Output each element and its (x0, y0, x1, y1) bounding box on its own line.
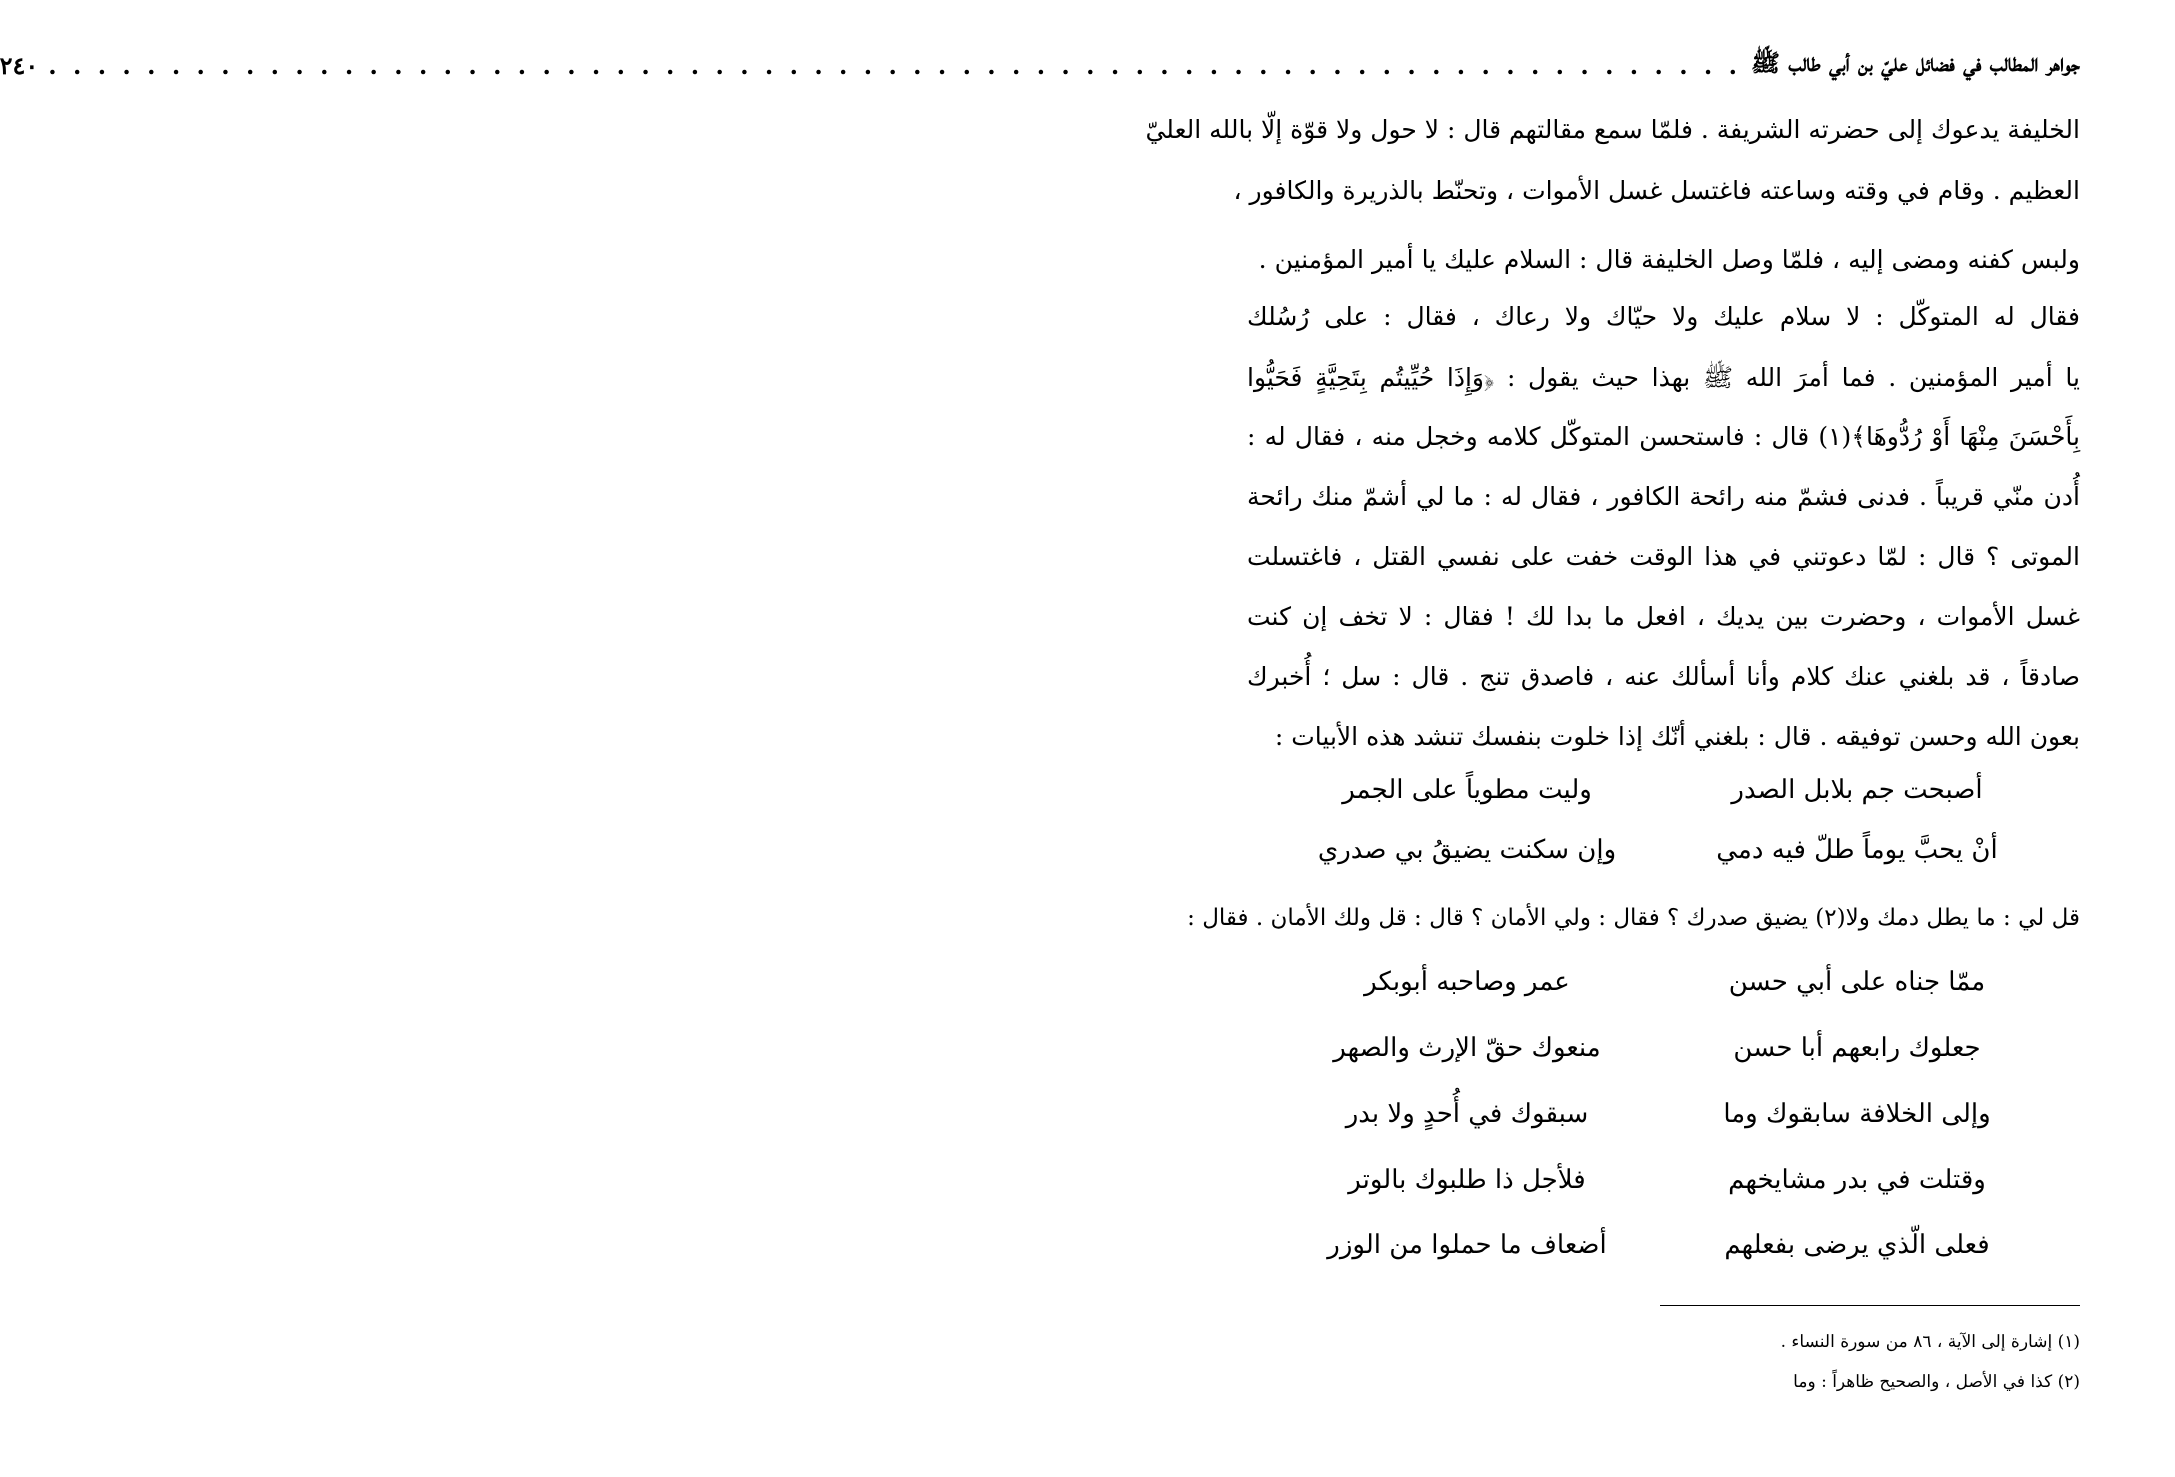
body-line-8: الموتى ؟ قال : لمّا دعوتني في هذا الوقت خفت على نفسي القتل ، فاغتسلت (1247, 542, 2080, 571)
verse-line (1302, 1165, 2022, 1211)
verse-first-hemistich: أصبحت جم بلابل الصدر (1731, 775, 1983, 805)
footnote-divider (1660, 1305, 2080, 1306)
page-header (0, 40, 2080, 90)
body-line-11: بعون الله وحسن توفيقه . قال : بلغني أنّك إذا خلوت بنفسك تنشد هذه الأبيات : (1274, 722, 2080, 751)
verse-first-hemistich: ممّا جناه على أبي حسن (1728, 967, 1986, 997)
running-title: جواهر المطالب في فضائل عليّ بن أبي طالب ﷺ (1750, 47, 2080, 77)
verse-first-hemistich: وإلى الخلافة سابقوك وما (1723, 1099, 1991, 1129)
verse-line (1302, 1033, 2022, 1079)
body-line-5: يا أمير المؤمنين . فما أمرَ الله ﷺ بهذا حيث يقول : ﴿وَإِذَا حُيِّيتُم بِتَحِيَّةٍ فَحَيُّوا (1247, 363, 2080, 392)
verse-second-hemistich: أضعاف ما حملوا من الوزر (1327, 1230, 1607, 1260)
verse-line (1302, 835, 2022, 881)
verse-line (1302, 1099, 2022, 1145)
verse-second-hemistich: وإن سكنت يضيقُ بي صدري (1317, 835, 1617, 865)
body-line-7: أُدن منّي قريباً . فدنى فشمّ منه رائحة الكافور ، فقال له : ما لي أشمّ منك رائحة (1247, 482, 2080, 511)
verse-first-hemistich: أنْ يحبَّ يوماً طلّ فيه دمي (1716, 835, 1998, 865)
page-number: ٢٤٠ (0, 50, 39, 80)
leader-dots (48, 51, 1741, 80)
verse-line (1302, 775, 2022, 821)
verse-first-hemistich: وقتلت في بدر مشايخهم (1728, 1165, 1986, 1195)
verse-first-hemistich: جعلوك رابعهم أبا حسن (1733, 1033, 1981, 1063)
body-line-3: ولبس كفنه ومضى إليه ، فلمّا وصل الخليفة قال : السلام عليك يا أمير المؤمنين . (1258, 245, 2080, 274)
body-line-10: صادقاً ، قد بلغني عنك كلام وأنا أسألك عنه ، فاصدق تنج . قال : سل ؛ أُخبرك (1247, 662, 2080, 691)
footnote-2: (٢) كذا في الأصل ، والصحيح ظاهراً : وما (1793, 1372, 2080, 1392)
body-line-1: الخليفة يدعوك إلى حضرته الشريفة . فلمّا سمع مقالتهم قال : لا حول ولا قوّة إلّا بالله العليّ (1145, 115, 2080, 144)
body-line-6: بِأَحْسَنَ مِنْهَا أَوْ رُدُّوهَا﴾(١) قال : فاستحسن المتوكّل كلامه وخجل منه ، فقال له : (1247, 422, 2081, 451)
verse-first-hemistich: فعلى الّذي يرضى بفعلهم (1724, 1230, 1990, 1260)
verse-second-hemistich: سبقوك في أُحدٍ ولا بدر (1345, 1099, 1589, 1129)
verse-second-hemistich: فلأجل ذا طلبوك بالوتر (1348, 1165, 1586, 1195)
body-line-12: قل لي : ما يطل دمك ولا(٢) يضيق صدرك ؟ فقال : ولي الأمان ؟ قال : قل ولك الأمان . فقال : (1187, 905, 2080, 931)
body-line-9: غسل الأموات ، وحضرت بين يديك ، افعل ما بدا لك ! فقال : لا تخف إن كنت (1247, 602, 2080, 631)
verse-second-hemistich: وليت مطوياً على الجمر (1342, 775, 1592, 805)
verse-second-hemistich: عمر وصاحبه أبوبكر (1364, 967, 1570, 997)
verse-line (1302, 967, 2022, 1013)
verse-line (1302, 1230, 2022, 1276)
footnote-1: (١) إشارة إلى الآية ، ٨٦ من سورة النساء . (1780, 1332, 2080, 1352)
verse-second-hemistich: منعوك حقّ الإرث والصهر (1333, 1033, 1601, 1063)
body-line-4: فقال له المتوكّل : لا سلام عليك ولا حيّاك ولا رعاك ، فقال : على رُسُلك (1247, 302, 2080, 331)
body-line-2: العظيم . وقام في وقته وساعته فاغتسل غسل الأموات ، وتحنّط بالذريرة والكافور ، (1233, 176, 2080, 205)
